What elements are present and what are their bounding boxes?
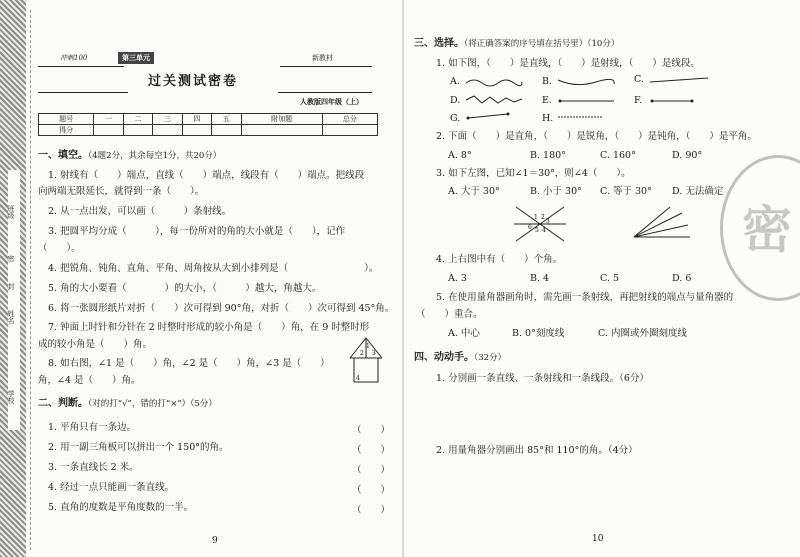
cross-label-5: 5 <box>535 227 539 234</box>
question-1-1a: 1. 射线有（ ）端点，直线（ ）端点，线段有（ ）端点。把线段 <box>48 170 365 181</box>
option-5c: C. 内圈或外圈刻度线 <box>598 328 687 339</box>
section-2-heading: 二、判断。（对的打“√”，错的打“×”）（5分） <box>38 398 217 409</box>
margin-label-name: 姓名 <box>7 310 15 324</box>
option-2d: D. 90° <box>672 150 703 161</box>
fig-letter-h: H. <box>542 113 554 124</box>
segment-f <box>648 95 698 107</box>
fig-label-1: 1 <box>366 343 370 350</box>
table-header: 题号 <box>39 114 94 125</box>
judge-item-2: 2. 用一副三角板可以拼出一个 150°的角。 <box>48 442 229 453</box>
choice-1: 1. 如下图，（ ）是直线，（ ）是射线，（ ）是线段。 <box>436 58 700 69</box>
section-3-heading: 三、选择。（将正确答案的序号填在括号里）（10分） <box>414 38 620 49</box>
ray-e <box>556 95 616 107</box>
answer-paren[interactable]: （ ） <box>352 445 391 456</box>
question-1-8b: 角，∠4 是（ ）角。 <box>38 375 141 386</box>
question-1-2: 2. 从一点出发，可以画（ ）条射线。 <box>48 206 232 217</box>
house-angle-figure <box>346 334 390 386</box>
choice-5a: 5. 在使用量角器画角时，需先画一条射线，再把射线的端点与量角器的 <box>436 292 734 303</box>
score-cell[interactable] <box>182 125 211 136</box>
cross-label-1: 1 <box>534 214 538 221</box>
option-3d: D. 无法确定 <box>672 186 724 197</box>
margin-label-school: 学校 <box>7 390 15 404</box>
score-cell[interactable] <box>153 125 182 136</box>
option-2a: A. 8° <box>448 150 472 161</box>
task-2: 2. 用量角器分别画出 85°和 110°的角。（4分） <box>436 445 638 456</box>
segment-g <box>464 110 514 122</box>
fig-letter-f: F. <box>634 95 643 106</box>
option-3a: A. 大于 30° <box>448 186 500 197</box>
unit-badge: 第三单元 <box>118 52 154 64</box>
answer-paren[interactable]: （ ） <box>352 465 391 476</box>
fig-label-2: 2 <box>360 350 364 357</box>
fig-letter-g: G. <box>450 113 461 124</box>
cross-label-3: 3 <box>546 218 550 225</box>
question-1-8a: 8. 如右图，∠1 是（ ）角，∠2 是（ ）角，∠3 是（ ） <box>48 358 330 369</box>
option-2c: C. 160° <box>600 150 636 161</box>
option-4d: D. 6 <box>672 273 692 284</box>
cross-label-4: 4 <box>542 227 546 234</box>
line-c <box>648 74 710 86</box>
score-cell[interactable] <box>241 125 322 136</box>
table-header: 一 <box>94 114 123 125</box>
seal-dashed-line <box>30 10 31 550</box>
edition-label: 人教版四年级（上） <box>300 97 363 106</box>
fig-letter-d: D. <box>450 95 461 106</box>
table-header: 五 <box>212 114 241 125</box>
answer-paren[interactable]: （ ） <box>352 485 391 496</box>
page-number-right: 10 <box>592 534 604 544</box>
question-1-3b: （ ）。 <box>38 243 81 254</box>
answer-paren[interactable]: （ ） <box>352 425 391 436</box>
curve-b <box>556 76 616 88</box>
score-cell[interactable] <box>212 125 241 136</box>
margin-label-class: 班级 <box>7 205 15 219</box>
option-2b: B. 180° <box>530 150 566 161</box>
table-header: 四 <box>182 114 211 125</box>
question-1-7b: 成的较小角是（ ）角。 <box>38 339 153 350</box>
choice-4: 4. 上右图中有（ ）个角。 <box>436 254 563 265</box>
table-header: 附加题 <box>241 114 322 125</box>
question-1-4: 4. 把锐角、钝角、直角、平角、周角按从大到小排列是（ ）。 <box>48 263 379 274</box>
page-number-left: 9 <box>212 536 218 546</box>
choice-2: 2. 下面（ ）是直角，（ ）是锐角，（ ）是钝角，（ ）是平角。 <box>436 131 757 142</box>
option-3b: B. 小于 30° <box>530 186 582 197</box>
option-3c: C. 等于 30° <box>600 186 652 197</box>
table-header: 三 <box>153 114 182 125</box>
table-header: 总分 <box>322 114 377 125</box>
section-4-heading: 四、动动手。（32分） <box>414 352 507 363</box>
judge-item-5: 5. 直角的度数是平角度数的一半。 <box>48 502 194 513</box>
wavy-line-a <box>464 76 524 88</box>
seal-stamp-text: 密 <box>742 200 792 259</box>
brand-logo: 冲刺100 <box>60 54 88 62</box>
fig-letter-e: E. <box>542 95 552 106</box>
answer-paren[interactable]: （ ） <box>352 505 391 516</box>
option-4c: C. 5 <box>600 273 620 284</box>
option-5b: B. 0°刻度线 <box>512 328 565 339</box>
judge-item-4: 4. 经过一点只能画一条直线。 <box>48 482 175 493</box>
judge-item-1: 1. 平角只有一条边。 <box>48 422 137 433</box>
page-gutter <box>402 0 404 557</box>
question-1-3a: 3. 把圆平均分成（ ），每一份所对的角的大小就是（ ），记作 <box>48 226 346 237</box>
fig-label-3: 3 <box>372 350 376 357</box>
table-row-label: 得分 <box>39 125 94 136</box>
fig-letter-b: B. <box>542 76 553 87</box>
question-1-5: 5. 角的大小要看（ ）的大小，（ ）越大，角越大。 <box>48 283 322 294</box>
intersecting-lines-figure <box>512 203 568 245</box>
fig-letter-c: C. <box>634 74 644 85</box>
zigzag-d <box>464 94 524 106</box>
margin-label-mi: 密 <box>7 255 15 262</box>
fig-letter-a: A. <box>450 76 460 87</box>
score-cell[interactable] <box>322 125 377 136</box>
task-1: 1. 分别画一条直线、一条射线和一条线段。（6分） <box>436 373 649 384</box>
choice-5b: （ ）重合。 <box>416 309 483 320</box>
margin-label-feng: 封 <box>7 283 15 290</box>
cross-label-6: 6 <box>528 224 532 231</box>
exam-title: 过关测试密卷 <box>148 74 239 89</box>
question-1-1b: 向两端无限延长，就得到一条（ ）。 <box>38 186 205 197</box>
choice-3: 3. 如下左图，已知∠1＝30°，则∠4（ ）。 <box>436 168 631 179</box>
cross-label-2: 2 <box>541 214 545 221</box>
line-h <box>556 111 606 123</box>
score-cell[interactable] <box>94 125 123 136</box>
angle-rays-figure <box>630 205 694 241</box>
option-4a: A. 3 <box>448 273 467 284</box>
section-1-heading: 一、填空。（4题2分，其余每空1分，共20分） <box>38 150 222 161</box>
fig-label-4: 4 <box>356 375 360 382</box>
judge-item-3: 3. 一条直线长 2 米。 <box>48 462 139 473</box>
score-table <box>38 113 378 136</box>
option-4b: B. 4 <box>530 273 550 284</box>
question-1-6: 6. 将一张圆形纸片对折（ ）次可得到 90°角，对折（ ）次可得到 45°角。 <box>48 303 395 314</box>
series-label: 新教材 <box>312 54 333 62</box>
table-header: 二 <box>123 114 152 125</box>
option-5a: A. 中心 <box>448 328 480 339</box>
question-1-7a: 7. 钟面上时针和分针在 2 时整时形成的较小角是（ ）角，在 9 时整时形 <box>48 322 370 333</box>
score-cell[interactable] <box>123 125 152 136</box>
